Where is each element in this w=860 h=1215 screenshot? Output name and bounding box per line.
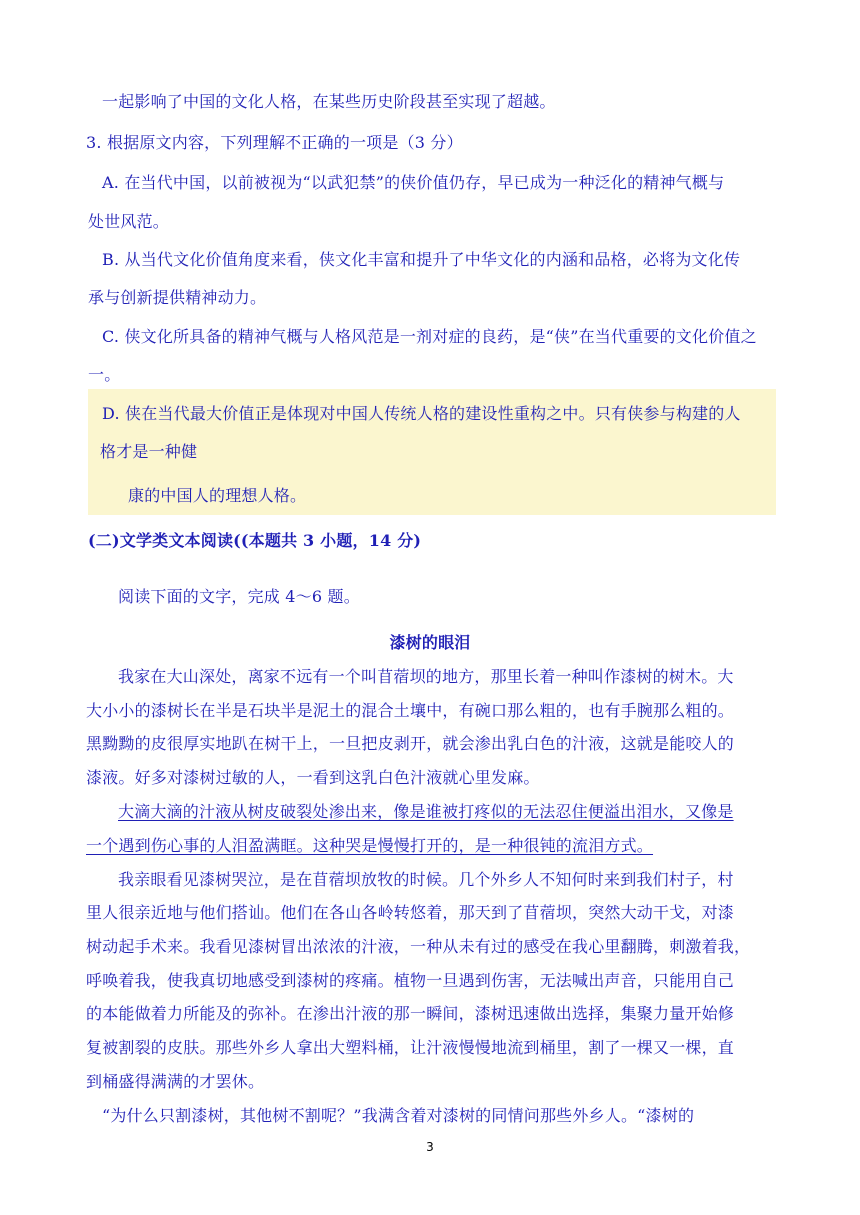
option-d-line-1: D. 侠在当代最大价值正是体现对中国人传统人格的建设性重构之中。只有侠参与构建的人 xyxy=(102,404,741,423)
paragraph-line: 一起影响了中国的文化人格，在某些历史阶段甚至实现了超越。 xyxy=(102,92,556,111)
article-p4-line-1: “为什么只割漆树，其他树不割呢？”我满含着对漆树的同情问那些外乡人。“漆树的 xyxy=(102,1106,695,1125)
option-c-line-1: C. 侠文化所具备的精神气概与人格风范是一剂对症的良药，是“侠”在当代重要的文化价值之 xyxy=(102,327,757,346)
article-p2-line-2: 一个遇到伤心事的人泪盈满眶。这种哭是慢慢打开的，是一种很钝的流泪方式。 xyxy=(86,836,654,855)
article-p3-line-4: 呼唤着我，使我真切地感受到漆树的疼痛。植物一旦遇到伤害，无法喊出声音，只能用自己 xyxy=(86,971,735,990)
article-p3-line-3: 树动起手术来。我看见漆树冒出浓浓的汁液，一种从未有过的感受在我心里翻腾，刺激着我， xyxy=(86,937,751,956)
option-a-line-2: 处世风范。 xyxy=(88,212,170,231)
article-p1-line-2: 大小小的漆树长在半是石块半是泥土的混合土壤中，有碗口那么粗的，也有手腕那么粗的。 xyxy=(86,701,735,720)
option-b-line-1: B. 从当代文化价值角度来看，侠文化丰富和提升了中华文化的内涵和品格，必将为文化传 xyxy=(102,250,741,269)
section-heading: (二)文学类文本阅读((本题共 3 小题，14 分) xyxy=(88,531,422,550)
article-p1-line-4: 漆液。好多对漆树过敏的人，一看到这乳白色汁液就心里发麻。 xyxy=(86,768,540,787)
page-number: 3 xyxy=(426,1140,434,1154)
article-title: 漆树的眼泪 xyxy=(389,633,471,652)
option-a-line-1: A. 在当代中国，以前被视为“以武犯禁”的侠价值仍存，早已成为一种泛化的精神气概与 xyxy=(102,173,725,192)
section-instruction: 阅读下面的文字，完成 4～6 题。 xyxy=(118,587,360,606)
article-p3-line-7: 到桶盛得满满的才罢休。 xyxy=(86,1072,265,1091)
article-p3-line-5: 的本能做着力所能及的弥补。在渗出汁液的那一瞬间，漆树迅速做出选择，集聚力量开始修 xyxy=(86,1004,735,1023)
option-b-line-2: 承与创新提供精神动力。 xyxy=(88,288,267,307)
question-3-stem: 3. 根据原文内容，下列理解不正确的一项是（3 分） xyxy=(86,133,463,152)
article-p3-line-6: 复被割裂的皮肤。那些外乡人拿出大塑料桶，让汁液慢慢地流到桶里，割了一棵又一棵，直 xyxy=(86,1038,735,1057)
article-p1-line-1: 我家在大山深处，离家不远有一个叫苜蓿坝的地方，那里长着一种叫作漆树的树木。大 xyxy=(118,667,734,686)
option-d-line-3: 康的中国人的理想人格。 xyxy=(128,486,307,505)
article-p2-line-1: 大滴大滴的汁液从树皮破裂处渗出来，像是谁被打疼似的无法忍住便溢出泪水，又像是 xyxy=(118,802,734,821)
article-p3-line-1: 我亲眼看见漆树哭泣，是在苜蓿坝放牧的时候。几个外乡人不知何时来到我们村子，村 xyxy=(118,870,734,889)
article-p1-line-3: 黑黝黝的皮很厚实地趴在树干上，一旦把皮剥开，就会渗出乳白色的汁液，这就是能咬人的 xyxy=(86,734,735,753)
option-c-line-2: 一。 xyxy=(88,365,121,384)
article-p3-line-2: 里人很亲近地与他们搭讪。他们在各山各岭转悠着，那天到了苜蓿坝，突然大动干戈，对漆 xyxy=(86,903,735,922)
option-d-line-2: 格才是一种健 xyxy=(100,442,198,461)
